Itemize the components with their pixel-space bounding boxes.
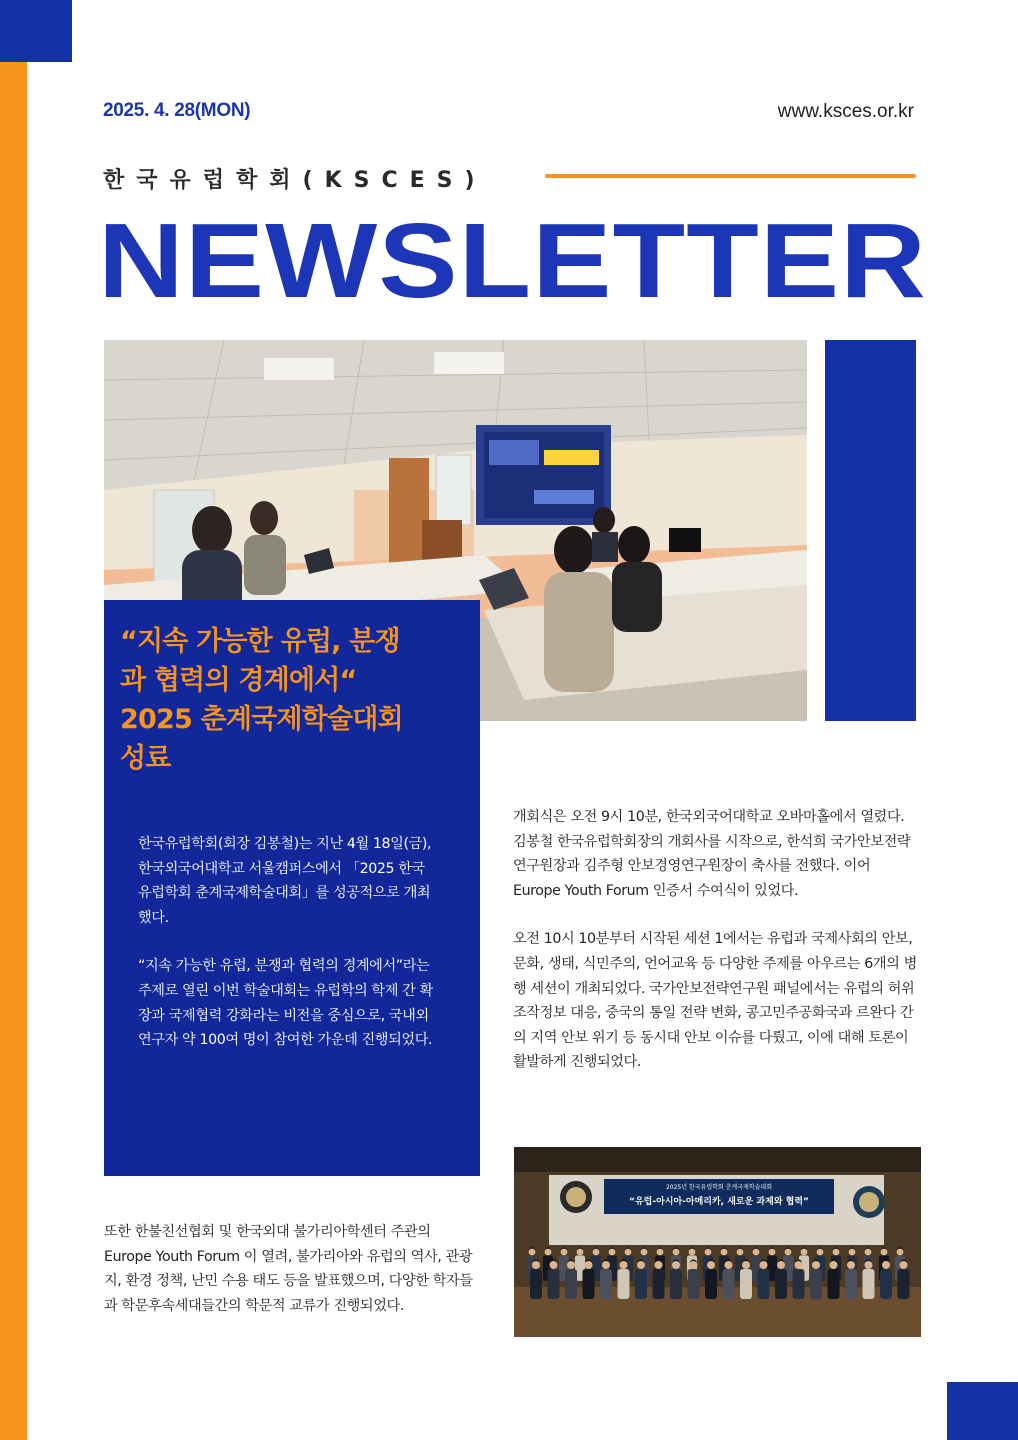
body-paragraph: 개회식은 오전 9시 10분, 한국외국어대학교 오바마홀에서 열렸다. 김봉철 한국유럽학회장의 개회사를 시작으로, 한석희 국가안보전략연구원장과 김주형 안보경영연구원장이 축사를 전했다. 이어 Europe Youth Forum 인증서 수여식이 있었다.	[513, 809, 911, 899]
body-paragraph: 또한 한불친선협회 및 한국외대 불가리아학센터 주관의 Europe Youth Forum 이 열려, 불가리아와 유럽의 역사, 관광지, 환경 정책, 난민 수용 태도 등을 발표했으며, 다양한 학자들과 학문후속세대들간의 학문적 교류가 진행되었다.	[104, 1224, 473, 1314]
headline-line: 2025 춘계국제학술대회	[120, 704, 403, 735]
top-left-blue-block	[0, 0, 72, 62]
left-orange-stripe	[0, 62, 27, 1440]
body-paragraph: 오전 10시 10분부터 시작된 세션 1에서는 유럽과 국제사회의 안보, 문화, 생태, 식민주의, 언어교육 등 다양한 주제를 아우르는 6개의 병행 세션이 개최되었다. 국가안보전략연구원 패널에서는 유럽의 허위조작정보 대응, 중국의 통일 전략 변화, 콩고민주공화국과 르완다 간의 지역 안보 위기 등 동시대 안보 이슈를 다뤘고, 이에 대해 토론이 활발하게 진행되었다.	[513, 931, 917, 1071]
feature-box-body	[138, 832, 438, 1077]
group-photo-illustration	[514, 1147, 921, 1337]
banner-title: 2025년 한국유럽학회 춘계국제학술대회	[665, 1184, 773, 1191]
newsletter-masthead: NEWSLETTER	[98, 202, 928, 320]
right-blue-bar	[825, 340, 916, 721]
bottom-right-blue-block	[947, 1382, 1018, 1440]
orange-divider	[545, 174, 916, 178]
website-url: www.ksces.or.kr	[777, 101, 914, 122]
body-paragraph: 한국유럽학회(회장 김봉철)는 지난 4월 18일(금), 한국외국어대학교 서울캠퍼스에서 「2025 한국유럽학회 춘계국제학술대회」를 성공적으로 개최했다.	[138, 836, 432, 926]
organization-name: 한국유럽학회(KSCES)	[103, 168, 487, 193]
issue-date: 2025. 4. 28(MON)	[103, 100, 251, 121]
bottom-left-text	[104, 1220, 480, 1318]
right-column-text	[513, 805, 921, 1099]
banner-main: “유럽-아시아-아메리카, 새로운 과제와 협력”	[629, 1197, 809, 1207]
feature-headline	[120, 622, 470, 778]
group-photo	[514, 1147, 921, 1337]
headline-line: 성료	[120, 743, 171, 774]
headline-line: 과 협력의 경계에서“	[120, 665, 357, 696]
body-paragraph: “지속 가능한 유럽, 분쟁과 협력의 경계에서”라는 주제로 열린 이번 학술대회는 유럽학의 학제 간 확장과 국제협력 강화라는 비전을 중심으로, 국내외 연구자 약 100여 명이 참여한 가운데 진행되었다.	[138, 958, 433, 1049]
headline-line: “지속 가능한 유럽, 분쟁	[120, 626, 400, 657]
